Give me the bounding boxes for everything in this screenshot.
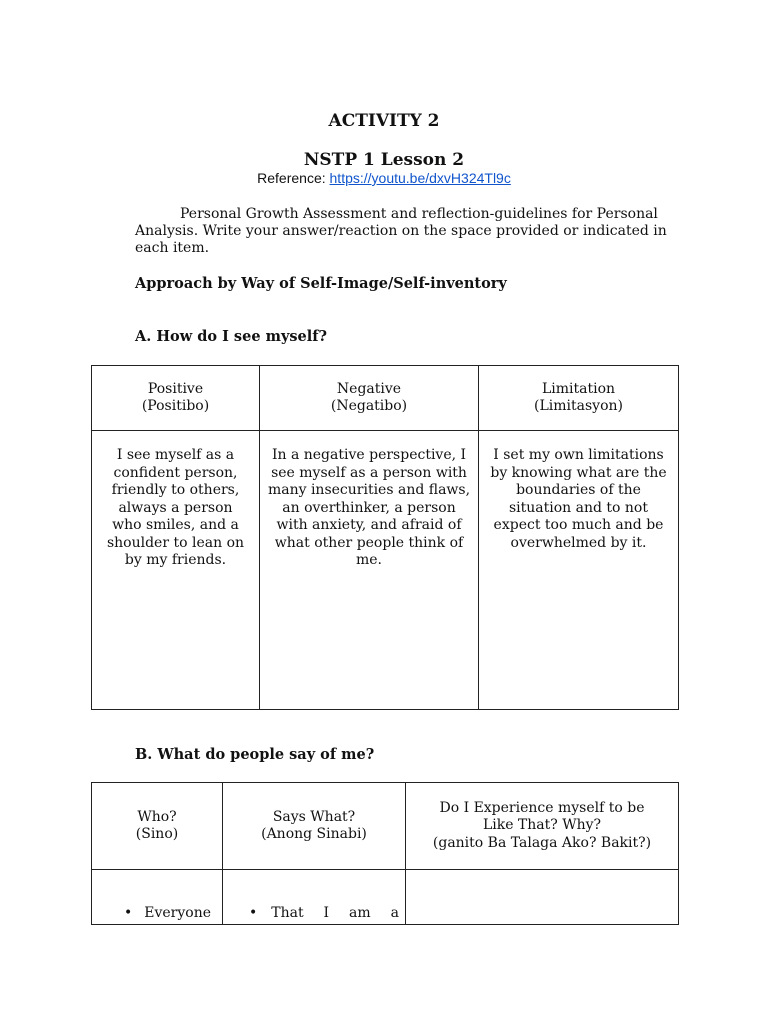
header-label: Who? — [137, 808, 177, 825]
header-sublabel: (Sino) — [135, 826, 179, 842]
word: am — [349, 904, 371, 921]
answer-limitation[interactable]: I set my own limitations by knowing what are the boundaries of the situation and to not expect too much and be overwhelmed by it. — [479, 431, 679, 710]
bullet-item — [229, 905, 399, 923]
activity-title: ACTIVITY 2 — [328, 111, 440, 131]
justified-text — [271, 905, 399, 923]
self-view-table — [91, 365, 679, 710]
bullet-item: • Everyone — [98, 905, 216, 923]
header-sublabel: (Negatibo) — [330, 398, 408, 414]
section-a-heading: A. How do I see myself? — [135, 328, 327, 345]
header-sublabel: (ganito Ba Talaga Ako? Bakit?) — [432, 834, 652, 851]
table-header-row — [92, 366, 679, 431]
word: That — [271, 904, 304, 921]
answer-experience[interactable] — [406, 870, 679, 925]
header-limitation — [479, 366, 679, 431]
word: a — [390, 904, 399, 921]
header-sublabel: (Limitasyon) — [534, 398, 623, 414]
word: I — [323, 904, 330, 921]
bullet-dot: • — [249, 904, 258, 921]
header-label: Says What? — [272, 808, 356, 825]
header-label: Negative — [336, 380, 402, 397]
reference-label: Reference: — [257, 170, 330, 186]
header-label: Positive — [147, 380, 204, 397]
table-row — [92, 431, 679, 710]
intro-paragraph: Personal Growth Assessment and reflection-guidelines for Personal Analysis. Write your answer/reaction on the space provided or indicated in each item. — [135, 206, 667, 256]
approach-heading: Approach by Way of Self-Image/Self-inventory — [135, 275, 507, 292]
answer-says-what[interactable] — [223, 870, 406, 925]
section-b-heading: B. What do people say of me? — [135, 746, 375, 763]
reference-link[interactable]: https://youtu.be/dxvH324Tl9c — [329, 170, 511, 186]
table-header-row — [92, 783, 679, 870]
header-label: Do I Experience myself to be Like That? Why? — [439, 799, 645, 834]
header-sublabel: (Anong Sinabi) — [261, 826, 367, 842]
reference-line — [0, 170, 768, 186]
lesson-title: NSTP 1 Lesson 2 — [303, 150, 465, 170]
answer-negative[interactable]: In a negative perspective, I see myself as a person with many insecurities and flaws, an overthinker, a person with anxiety, and afraid of what other people think of me. — [260, 431, 479, 710]
header-sublabel: (Positibo) — [141, 398, 210, 414]
header-experience — [406, 783, 679, 870]
header-label: Limitation — [541, 380, 616, 397]
others-view-table — [91, 782, 679, 925]
answer-who[interactable] — [92, 870, 223, 925]
header-positive — [92, 366, 260, 431]
header-negative — [260, 366, 479, 431]
answer-positive[interactable]: I see myself as a confident person, friendly to others, always a person who smiles, and a shoulder to lean on by my friends. — [92, 431, 260, 710]
table-row — [92, 870, 679, 925]
header-says-what — [223, 783, 406, 870]
header-who — [92, 783, 223, 870]
